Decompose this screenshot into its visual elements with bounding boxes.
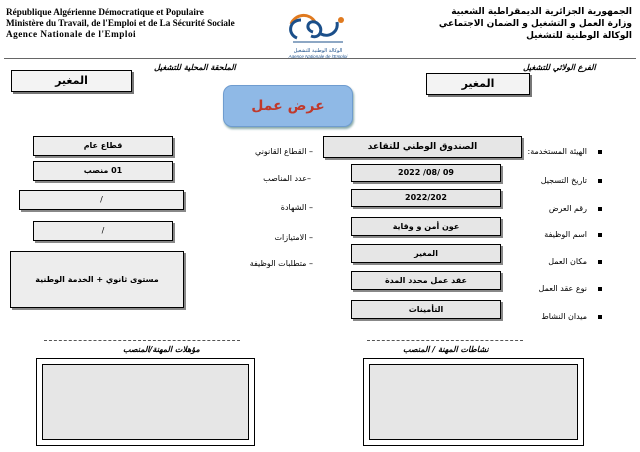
work-place-label: مكان العمل — [548, 257, 587, 266]
privileges-field: / — [33, 221, 173, 241]
positions-count-field: 01 منصب — [33, 161, 173, 181]
qualifications-label: مؤهلات المهنة/المنصب — [123, 345, 200, 354]
header-arabic — [439, 6, 632, 42]
diploma-field: / — [19, 190, 184, 210]
legal-sector-field: قطاع عام — [33, 136, 173, 156]
local-agency-label: الملحقة المحلية للتشغيل — [154, 63, 236, 72]
activities-label: نشاطات المهنة / المنصب — [403, 345, 489, 354]
divider — [367, 340, 523, 341]
employer-label: الهيئة المستخدمة: — [527, 147, 587, 156]
legal-sector-label: – القطاع القانوني — [255, 147, 313, 156]
branch-agency-label: الفرع الولائي للتشغيل — [523, 63, 596, 72]
bullet — [598, 207, 602, 211]
logo-caption-fr: Agence Nationale de l'Emploi — [288, 54, 348, 59]
work-place-field: المغير — [351, 244, 501, 263]
bullet — [598, 260, 602, 264]
header-french — [6, 7, 235, 40]
divider — [44, 340, 240, 341]
header-divider — [4, 58, 636, 59]
offer-number-field: 2022/202 — [351, 189, 501, 207]
header-fr-line1: République Algérienne Démocratique et Populaire — [6, 7, 204, 17]
offer-number-label: رقم العرض — [548, 204, 587, 213]
bullet — [598, 179, 602, 183]
bullet — [598, 315, 602, 319]
header-ar-line2: وزارة العمل و التشغيل و الضمان الاجتماعي — [438, 19, 632, 29]
requirements-label: – متطلبات الوظيفة — [249, 259, 313, 268]
header-ar-line3: الوكالة الوطنية للتشغيل — [526, 31, 632, 41]
job-title-field: عون أمن و وقاية — [351, 217, 501, 236]
qualifications-frame — [36, 358, 255, 446]
header-fr-line2: Ministère du Travail, de l'Emploi et de La Sécurité Sociale — [6, 18, 235, 28]
local-agency-box: المغير — [11, 70, 132, 92]
registration-date-label: تاريخ التسجيل — [540, 176, 587, 185]
privileges-label: – الامتيازات — [274, 233, 313, 242]
header-ar-line1: الجمهورية الجزائرية الديمقراطية الشعبية — [451, 7, 632, 17]
bullet — [598, 150, 602, 154]
bullet — [598, 233, 602, 237]
bullet — [598, 287, 602, 291]
registration-date-field: 09 /08/ 2022 — [351, 164, 501, 182]
page-title: عرض عمل — [223, 85, 353, 127]
positions-count-label: –عدد المناصب — [263, 174, 311, 183]
diploma-label: – الشهادة — [280, 203, 313, 212]
activity-field-label: ميدان النشاط — [541, 312, 587, 321]
requirements-field: مستوى ثانوي + الخدمة الوطنية — [10, 251, 184, 308]
branch-agency-box: المغير — [426, 73, 530, 95]
contract-type-field: عقد عمل محدد المدة — [351, 271, 501, 290]
activity-field-field: التأمينات — [351, 300, 501, 319]
contract-type-label: نوع عقد العمل — [538, 284, 587, 293]
job-title-label: اسم الوظيفة — [544, 230, 587, 239]
logo-caption-ar: الوكالة الوطنية للتشغيل — [293, 48, 343, 54]
activities-box — [369, 364, 578, 440]
activities-frame — [363, 358, 584, 446]
employer-field: الصندوق الوطني للتقاعد — [323, 136, 522, 158]
qualifications-box — [42, 364, 249, 440]
header-fr-line3: Agence Nationale de l'Emploi — [6, 29, 137, 39]
